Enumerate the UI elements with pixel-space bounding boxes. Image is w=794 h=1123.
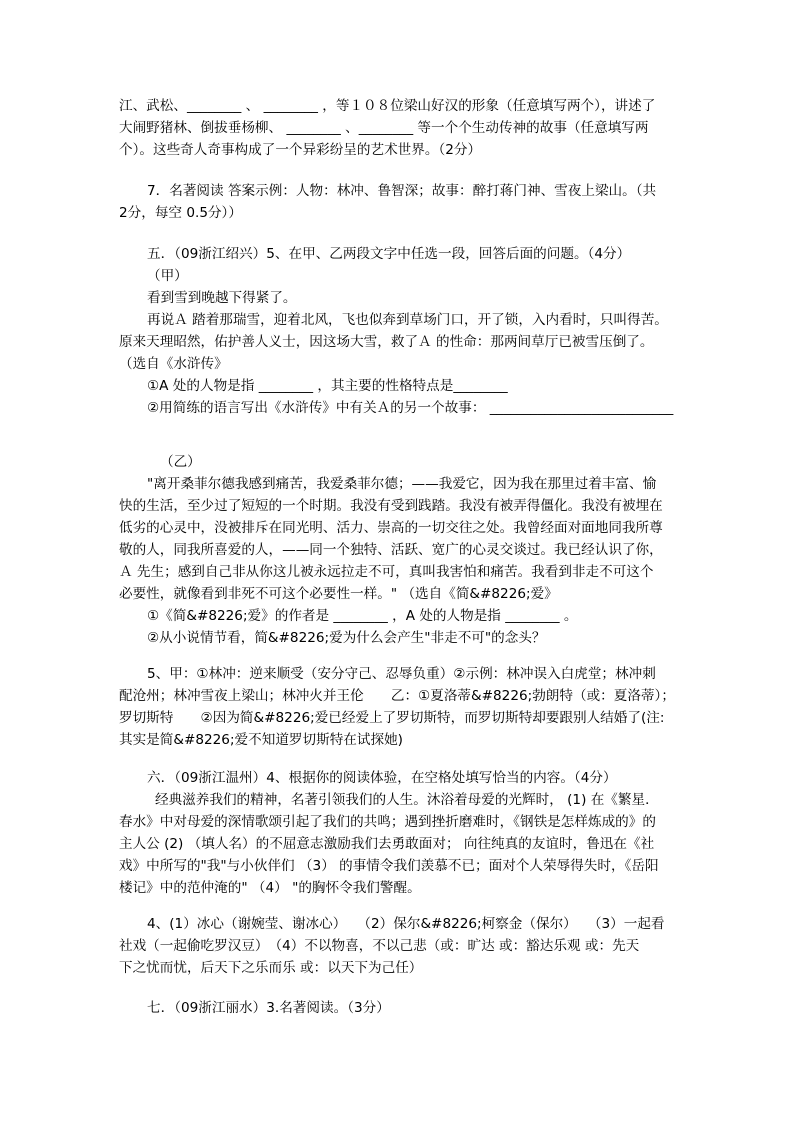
text-line: 大闹野猪林、倒拔垂杨柳、 ________ 、________ 等一个个生动传神的故事（任意填写两	[119, 120, 649, 136]
text-line: 楼记》中的范仲淹的" （4） "的胸怀令我们警醒。	[119, 880, 421, 896]
text-line: ②用简练的语言写出《水浒传》中有关Ａ的另一个故事： ___________________________	[147, 400, 674, 416]
text-line: Ａ 先生；感到自己非从你这儿被永远拉走不可，真叫我害怕和痛苦。我看到非走不可这个	[119, 564, 654, 580]
text-line: 5、甲：①林冲：逆来顺受（安分守己、忍辱负重）②示例：林冲误入白虎堂；林冲刺	[147, 666, 656, 682]
text-line: 配沧州；林冲雪夜上梁山；林冲火并王伦 乙：①夏洛蒂&#8226;勃朗特（或：夏洛蒂）；	[119, 688, 675, 704]
text-line: 必要性，就像看到非死不可这个必要性一样。" （选自《简&#8226;爱》	[119, 586, 558, 602]
text-line: 7．名著阅读 答案示例：人物：林冲、鲁智深；故事：醉打蒋门神、雪夜上梁山。（共	[147, 183, 657, 199]
text-line: （选自《水浒传》	[119, 356, 228, 372]
text-line: 江、武松、________ 、 ________ ，等１０８位梁山好汉的形象（任意填写两个），讲述了	[119, 98, 656, 114]
text-line: （甲）	[147, 268, 188, 284]
text-line: 主人公 (2) （填人名）的不屈意志激励我们去勇敢面对； 向往纯真的友谊时，鲁迅在《社	[119, 836, 655, 852]
text-line: 经典滋养我们的精神，名著引领我们的人生。沐浴着母爱的光辉时， (1) 在《繁星．	[155, 792, 659, 808]
text-line: 其实是简&#8226;爱不知道罗切斯特在试探她)	[119, 732, 403, 748]
question-heading: 七．（09浙江丽水）3.名著阅读。（3分）	[147, 1000, 390, 1016]
text-line: 快的生活，至少过了短短的一个时期。我没有受到践踏。我没有被弄得僵化。我没有被埋在	[119, 498, 663, 514]
text-line: 原来天理昭然，佑护善人义士，因这场大雪，救了Ａ 的性命：那两间草厅已被雪压倒了。	[119, 334, 654, 350]
text-line: 个）。这些奇人奇事构成了一个异彩纷呈的艺术世界。（2分）	[119, 142, 482, 158]
question-heading: 五．（09浙江绍兴）5、在甲、乙两段文字中任选一段，回答后面的问题。（4分）	[147, 246, 631, 262]
question-heading: 六．（09浙江温州）4、根据你的阅读体验，在空格处填写恰当的内容。（4分）	[147, 770, 617, 786]
text-line: （乙）	[160, 454, 201, 470]
text-line: 再说Ａ 踏着那瑞雪，迎着北风，飞也似奔到草场门口，开了锁，入内看时，只叫得苦。	[147, 312, 668, 328]
text-line: 罗切斯特 ②因为简&#8226;爱已经爱上了罗切斯特，而罗切斯特却要跟别人结婚了(注:	[119, 710, 665, 726]
text-line: 看到雪到晚越下得紧了。	[147, 290, 297, 306]
text-line: 春水》中对母爱的深情歌颂引起了我们的共鸣；遇到挫折磨难时，《钢铁是怎样炼成的》的	[119, 814, 656, 830]
text-line: 戏》中所写的"我"与小伙伴们 （3） 的事情令我们羡慕不已；面对个人荣辱得失时，《岳阳	[119, 858, 659, 874]
text-line: ②从小说情节看，简&#8226;爱为什么会产生"非走不可"的念头？	[147, 630, 546, 646]
text-line: "离开桑菲尔德我感到痛苦，我爱桑菲尔德；——我爱它，因为我在那里过着丰富、愉	[147, 476, 657, 492]
text-line: 4、(1）冰心（谢婉莹、谢冰心） （2）保尔&#8226;柯察金（保尔） （3）一起看	[147, 916, 665, 932]
text-line: 社戏（一起偷吃罗汉豆） （4）不以物喜，不以己悲（或：旷达 或：豁达乐观 或：先天	[119, 938, 640, 954]
text-line: 敬的人，同我所喜爱的人，——同一个独特、活跃、宽广的心灵交谈过。我已经认识了你，	[119, 542, 663, 558]
text-line: ①A 处的人物是指 ________ ，其主要的性格特点是________	[147, 378, 508, 394]
text-line: 低劣的心灵中，没被排斥在同光明、活力、崇高的一切交往之处。我曾经面对面地同我所尊	[119, 520, 663, 536]
text-line: 下之忧而忧，后天下之乐而乐 或：以天下为己任）	[119, 960, 423, 976]
text-line: 2分，每空 0.5分））	[119, 205, 242, 221]
text-line: ①《简&#8226;爱》的作者是 ________ ，A 处的人物是指 ________ 。	[147, 608, 578, 624]
